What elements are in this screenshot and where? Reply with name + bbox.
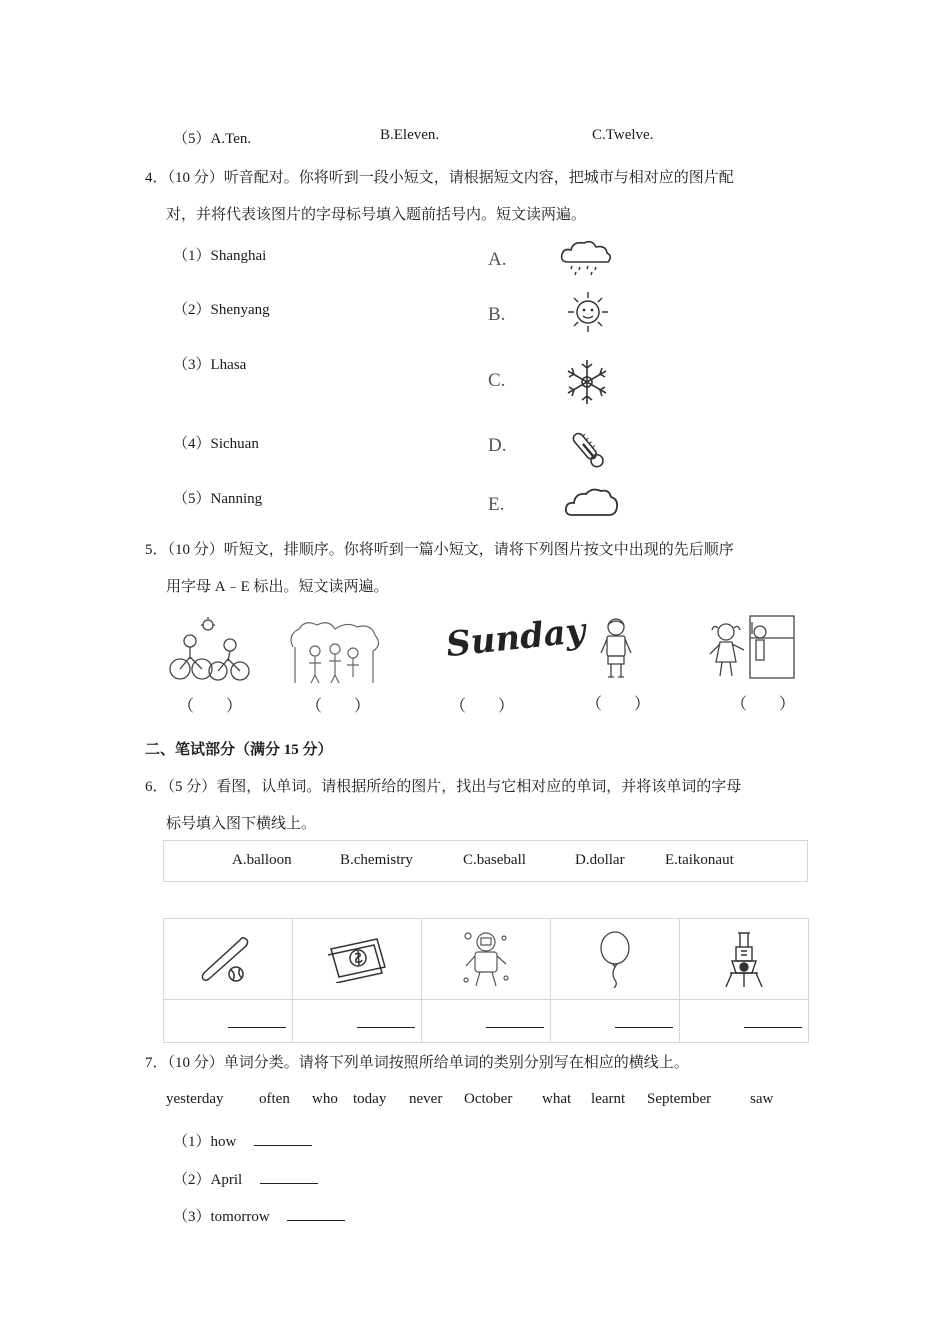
q6-picture-cell <box>164 919 293 1000</box>
q7-item-2-label: （2）April <box>173 1172 243 1188</box>
q6-word-a: A.balloon <box>232 852 292 868</box>
q5-paren-2: （ ） <box>306 698 385 715</box>
q7-answer-blank-3[interactable] <box>287 1219 345 1221</box>
q4-city-nanning: （5）Nanning <box>173 491 263 507</box>
astronaut-icon <box>460 928 512 990</box>
q6-answer-blank-3[interactable] <box>422 1000 551 1043</box>
q4-city-lhasa: （3）Lhasa <box>173 357 247 373</box>
q7-word-today: today <box>353 1091 387 1107</box>
q6-picture-cell <box>293 919 422 1000</box>
chemistry-apparatus-icon <box>722 929 766 989</box>
q3-item5 <box>173 127 251 148</box>
q4-letter-a: A. <box>488 249 507 270</box>
q4-city-sichuan: （4）Sichuan <box>173 436 259 452</box>
q5-paren-4: （ ） <box>586 696 665 713</box>
q7-word-never: never <box>409 1091 443 1107</box>
q6-picture-cell <box>422 919 551 1000</box>
q6-answer-blank-1[interactable] <box>164 1000 293 1043</box>
q7-word-yesterday: yesterday <box>166 1091 224 1107</box>
dollar-bill-icon <box>325 935 389 983</box>
thermometer-icon <box>566 428 610 472</box>
balloon-icon <box>597 930 633 988</box>
q7-word-october: October <box>464 1091 513 1107</box>
q6-answer-blank-4[interactable] <box>551 1000 680 1043</box>
q6-picture-table <box>163 918 809 1043</box>
q6-word-d: D.dollar <box>575 852 625 868</box>
kids-cycling-icon <box>168 617 252 685</box>
rain-cloud-icon <box>558 238 614 278</box>
q3-option-b: B.Eleven. <box>380 127 440 143</box>
q3-option-c: C.Twelve. <box>592 127 654 143</box>
q7-item-3-label: （3）tomorrow <box>173 1209 270 1225</box>
sunday-word-icon: Sunday <box>444 610 588 666</box>
q7-word-what: what <box>542 1091 572 1107</box>
q7-answer-blank-2[interactable] <box>260 1182 318 1184</box>
q6-word-e: E.taikonaut <box>665 852 734 868</box>
q6-word-b: B.chemistry <box>340 852 413 868</box>
section-2-title: 二、笔试部分（满分 15 分） <box>145 742 333 758</box>
q6-answer-blank-2[interactable] <box>293 1000 422 1043</box>
q7-item-1 <box>173 1130 312 1151</box>
q4-letter-e: E. <box>488 494 505 515</box>
q5-paren-3: （ ） <box>450 698 529 715</box>
q7-item-2 <box>173 1168 318 1189</box>
girl-at-fridge-icon <box>706 614 798 680</box>
q6-word-c: C.baseball <box>463 852 526 868</box>
q6-instruction-line2: 标号填入图下横线上。 <box>166 816 317 832</box>
q7-word-saw: saw <box>750 1091 774 1107</box>
q7-item-3 <box>173 1205 345 1226</box>
cloud-icon <box>563 484 619 520</box>
q7-word-often: often <box>259 1091 290 1107</box>
q6-answer-blank-5[interactable] <box>680 1000 809 1043</box>
q4-city-shanghai: （1）Shanghai <box>173 248 267 264</box>
q4-instruction-line1: 4．（10 分）听音配对。你将听到一段小短文，请根据短文内容，把城市与相对应的图片配 <box>145 170 734 186</box>
q5-instruction-line1: 5．（10 分）听短文，排顺序。你将听到一篇小短文，请将下列图片按文中出现的先后顺序 <box>145 542 734 558</box>
q5-paren-5: （ ） <box>731 696 810 713</box>
q3-item5-number: （5） <box>173 131 211 147</box>
q7-word-learnt: learnt <box>591 1091 626 1107</box>
q4-city-shenyang: （2）Shenyang <box>173 302 270 318</box>
q7-word-who: who <box>312 1091 338 1107</box>
q4-instruction-line2: 对，并将代表该图片的字母标号填入题前括号内。短文读两遍。 <box>166 207 587 223</box>
baseball-bat-icon <box>198 934 258 984</box>
q4-letter-b: B. <box>488 304 506 325</box>
sun-icon <box>565 290 611 334</box>
q3-option-a: A.Ten. <box>210 131 252 147</box>
kids-planting-trees-icon <box>285 617 385 685</box>
snowflake-icon <box>563 358 611 406</box>
q7-item-1-label: （1）how <box>173 1134 237 1150</box>
q7-answer-blank-1[interactable] <box>254 1144 312 1146</box>
q6-picture-cell <box>680 919 809 1000</box>
q5-paren-1: （ ） <box>178 698 257 715</box>
q4-letter-d: D. <box>488 435 507 456</box>
q6-picture-cell <box>551 919 680 1000</box>
q5-instruction-line2: 用字母 A﹣E 标出。短文读两遍。 <box>166 579 389 595</box>
q6-instruction-line1: 6．（5 分）看图，认单词。请根据所给的图片，找出与它相对应的单词，并将该单词的字母 <box>145 779 742 795</box>
q4-letter-c: C. <box>488 370 506 391</box>
q7-word-september: September <box>647 1091 712 1107</box>
boy-standing-icon <box>598 617 634 681</box>
q7-instruction: 7．（10 分）单词分类。请将下列单词按照所给单词的类别分别写在相应的横线上。 <box>145 1055 689 1071</box>
